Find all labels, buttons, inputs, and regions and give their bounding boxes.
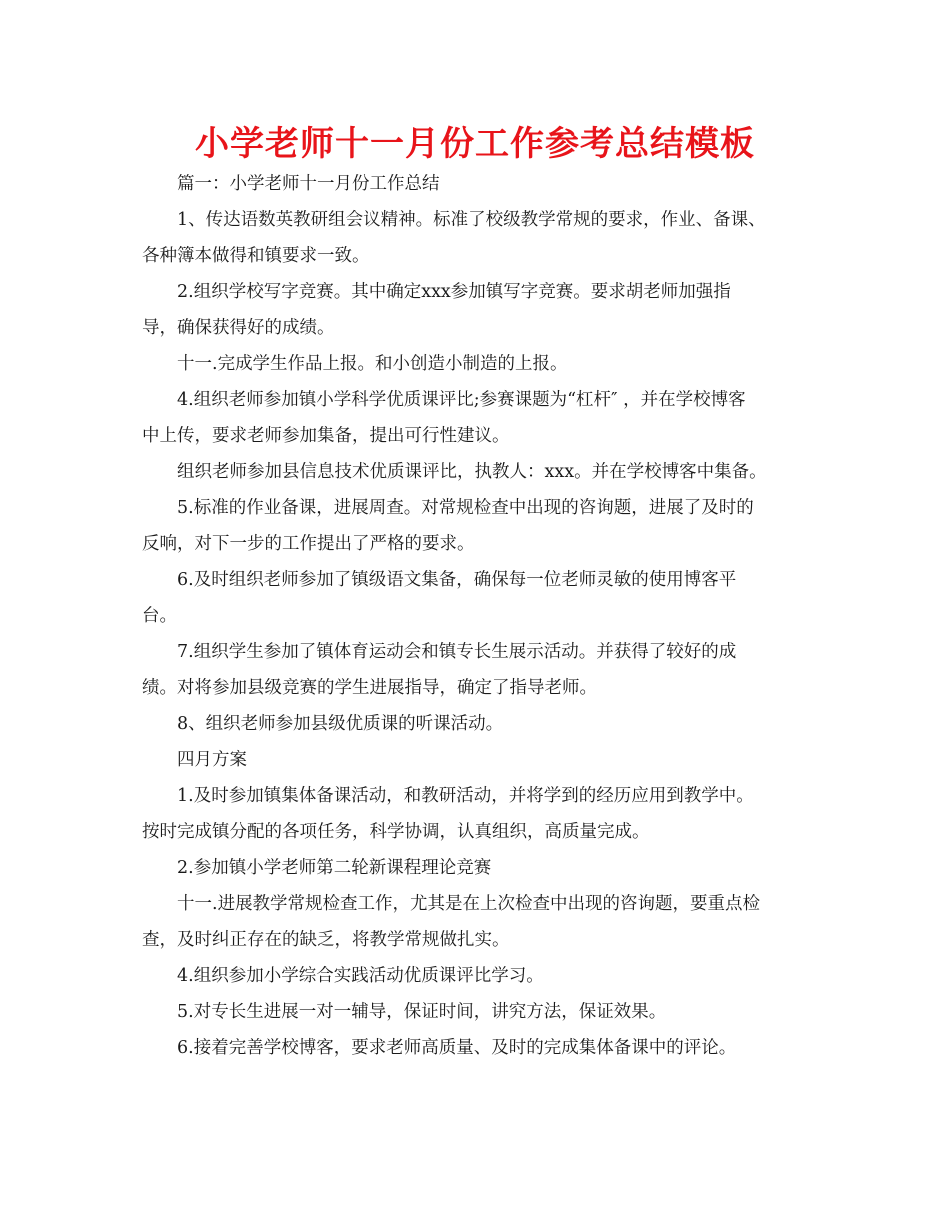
section-heading (142, 742, 810, 778)
paragraph-line: 四月方案 (177, 750, 247, 770)
paragraph-line: 按时完成镇分配的各项任务，科学协调，认真组织，高质量完成。 (142, 822, 650, 842)
paragraph (142, 562, 810, 634)
paragraph (142, 778, 810, 850)
paragraph-line: 4.组织参加小学综合实践活动优质课评比学习。 (177, 966, 544, 986)
paragraph (142, 850, 810, 886)
paragraph (142, 886, 810, 958)
paragraph-line: 组织老师参加县信息技术优质课评比，执教人：xxx。并在学校博客中集备。 (177, 462, 767, 482)
paragraph-line: 6.及时组织老师参加了镇级语文集备，确保每一位老师灵敏的使用博客平 (177, 570, 737, 590)
paragraph (142, 1030, 810, 1066)
paragraph (142, 454, 810, 490)
paragraph-line: 2.组织学校写字竞赛。其中确定xxx参加镇写字竞赛。要求胡老师加强指 (177, 282, 731, 302)
paragraph-line: 7.组织学生参加了镇体育运动会和镇专长生展示活动。并获得了较好的成 (177, 642, 737, 662)
paragraph-line: 查，及时纠正存在的缺乏，将教学常规做扎实。 (142, 930, 510, 950)
paragraph-line: 各种簿本做得和镇要求一致。 (142, 246, 370, 266)
paragraph (142, 202, 810, 274)
paragraph-line: 8、组织老师参加县级优质课的听课活动。 (177, 714, 504, 734)
paragraph (142, 634, 810, 706)
paragraph (142, 346, 810, 382)
paragraph-line: 十一.进展教学常规检查工作，尤其是在上次检查中出现的咨询题，要重点检 (177, 894, 761, 914)
paragraph-line: 1.及时参加镇集体备课活动，和教研活动，并将学到的经历应用到教学中。 (177, 786, 754, 806)
paragraph-line: 5.对专长生进展一对一辅导，保证时间，讲究方法，保证效果。 (177, 1002, 667, 1022)
paragraph-line: 台。 (142, 606, 177, 626)
paragraph (142, 274, 810, 346)
paragraph-line: 中上传，要求老师参加集备，提出可行性建议。 (142, 426, 510, 446)
paragraph-line: 反响，对下一步的工作提出了严格的要求。 (142, 534, 475, 554)
paragraph (142, 490, 810, 562)
paragraph (142, 706, 810, 742)
paragraph (142, 958, 810, 994)
paragraph-line: 1、传达语数英教研组会议精神。标准了校级教学常规的要求，作业、备课、 (177, 210, 766, 230)
paragraph-line: 4.组织老师参加镇小学科学优质课评比;参赛课题为“杠杆″ ，并在学校博客 (177, 390, 746, 410)
paragraph-line: 2.参加镇小学老师第二轮新课程理论竞赛 (177, 858, 492, 878)
paragraph-line: 导，确保获得好的成绩。 (142, 318, 335, 338)
document-body (142, 166, 810, 1066)
paragraph-line: 篇一：小学老师十一月份工作总结 (177, 174, 440, 194)
paragraph-line: 十一.完成学生作品上报。和小创造小制造的上报。 (177, 354, 568, 374)
paragraph-line: 6.接着完善学校博客，要求老师高质量、及时的完成集体备课中的评论。 (177, 1038, 737, 1058)
paragraph (142, 382, 810, 454)
document-title: 小学老师十一月份工作参考总结模板 (195, 124, 755, 164)
paragraph (142, 166, 810, 202)
paragraph (142, 994, 810, 1030)
paragraph-line: 5.标准的作业备课，进展周查。对常规检查中出现的咨询题，进展了及时的 (177, 498, 754, 518)
paragraph-line: 绩。对将参加县级竞赛的学生进展指导，确定了指导老师。 (142, 678, 597, 698)
